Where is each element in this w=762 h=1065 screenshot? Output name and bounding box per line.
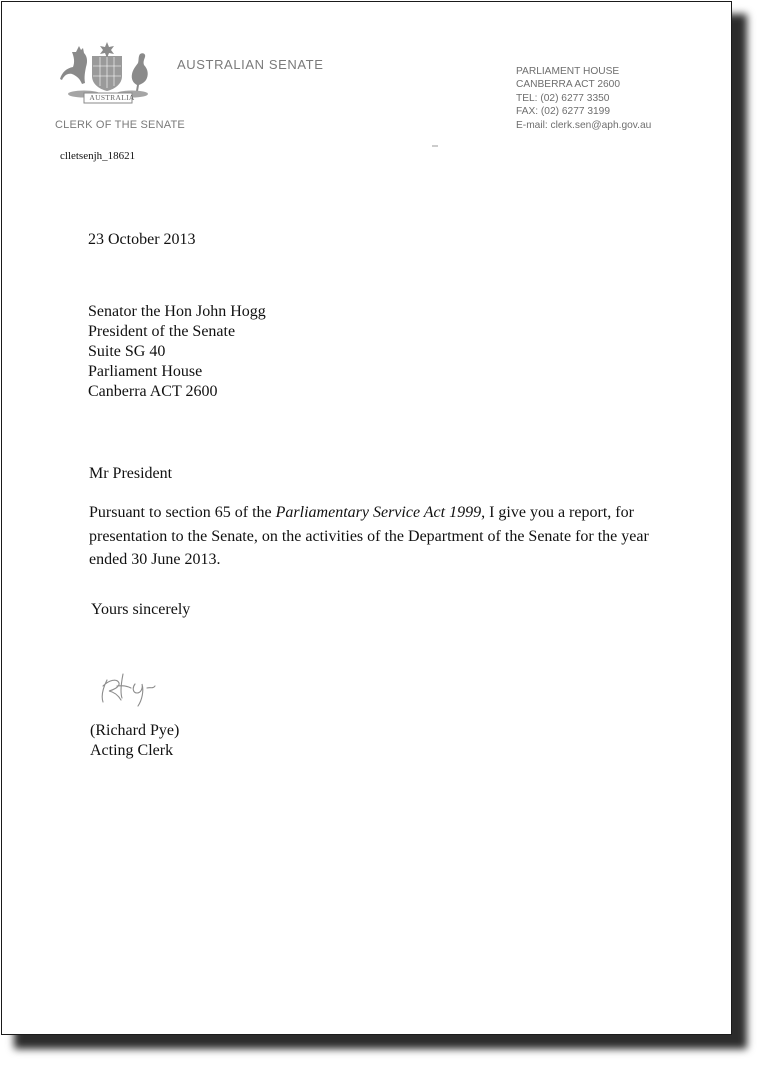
signatory-title: Acting Clerk xyxy=(90,742,174,759)
recipient-block xyxy=(88,302,266,402)
letter-page xyxy=(1,1,732,1035)
recipient-line: Parliament House xyxy=(88,363,203,380)
sender-address xyxy=(516,65,651,132)
organisation-name: AUSTRALIAN SENATE xyxy=(177,57,324,72)
salutation: Mr President xyxy=(89,465,173,482)
recipient-line: Suite SG 40 xyxy=(88,343,166,360)
address-line: CANBERRA ACT 2600 xyxy=(516,79,620,91)
address-line: PARLIAMENT HOUSE xyxy=(516,66,620,77)
body-text-end: , I give you a report, for presentation to the Senate, on the activities of the Department of the Senate for the year ended 30 June 2013. xyxy=(89,504,649,568)
recipient-line: Senator the Hon John Hogg xyxy=(88,303,266,320)
body-paragraph xyxy=(89,501,649,572)
signature-icon xyxy=(95,662,185,710)
crest-label: AUSTRALIA xyxy=(89,93,135,102)
phone-line: TEL: (02) 6277 3350 xyxy=(516,92,610,104)
closing: Yours sincerely xyxy=(91,601,191,618)
reference-number: clletsenjh_18621 xyxy=(60,150,136,162)
email-line: E-mail: clerk.sen@aph.gov.au xyxy=(516,119,652,131)
fax-line: FAX: (02) 6277 3199 xyxy=(516,106,611,118)
office-title: CLERK OF THE SENATE xyxy=(55,119,185,131)
letter-date: 23 October 2013 xyxy=(88,231,196,248)
signatory-name: (Richard Pye) xyxy=(90,722,180,739)
body-text-start: Pursuant to section 65 of the xyxy=(89,504,276,521)
recipient-line: Canberra ACT 2600 xyxy=(88,383,218,400)
recipient-line: President of the Senate xyxy=(88,323,236,340)
speck xyxy=(432,145,438,147)
act-title: Parliamentary Service Act 1999 xyxy=(275,504,482,521)
signatory-block xyxy=(90,721,179,761)
